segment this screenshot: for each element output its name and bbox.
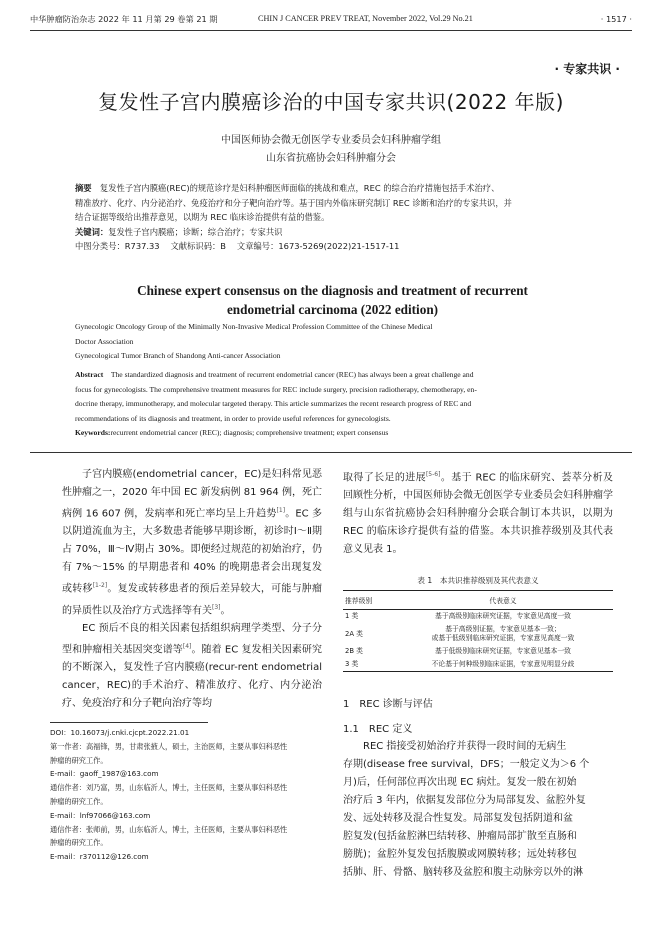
page-number: · 1517 · xyxy=(600,14,632,24)
doi: DOI：10.16073/j.cnki.cjcpt.2022.21.01 xyxy=(50,728,190,737)
title-cn: 复发性子宫内膜癌诊治的中国专家共识(2022 年版) xyxy=(98,90,564,114)
abstract-en-label: Abstract xyxy=(75,370,104,379)
right-column-paragraph: 取得了长足的进展[5-6]。基于 REC 的临床研究、荟萃分析及回顾性分析，中国医师协会微无创医学专业委员会妇科肿瘤学组与山东省抗癌协会妇科肿瘤分会联合制订本共识，以期为 REC 的临床诊疗提供有益的借鉴。本共识推荐级别及其代表意义见表 1。 xyxy=(343,471,614,556)
abstract-divider xyxy=(30,452,632,453)
recommendation-table xyxy=(343,590,613,672)
abstract-en: Abstract The standardized diagnosis and treatment of recurrent endometrial cancer (REC) has always been a great challenge and focus for gynecologists. The comprehensive treatment measures for REC include surgery, precision radiotherapy, chemotherapy, en- docrine therapy, immunotherapy, and molecular targeted therapy. This article summarizes the recent research progress of REC and recommendations of its diagnosis and treatment, in order to provide useful references for gynecologists. Keywords:recurrent endometrial cancer (REC); diagnosis; comprehensive treatment; expert consensus xyxy=(75,368,590,441)
abstract-cn-line-2: 精准放疗、化疗、内分泌治疗、免疫治疗和分子靶向治疗等。基于国内外临床研究制订 REC 诊断和治疗的专家共识，并 xyxy=(75,197,512,208)
abstract-cn xyxy=(75,181,590,254)
header-rule xyxy=(30,30,632,31)
section-label: · 专家共识 · xyxy=(554,62,620,76)
table-row: 2B 类 基于低级别临床研究证据，专家意见基本一致 xyxy=(345,647,571,655)
section-1-heading: 1 REC 诊断与评估 xyxy=(343,699,433,710)
title-en: Chinese expert consensus on the diagnosis and treatment of recurrent endometrial carcinoma (2022 edition) xyxy=(137,283,528,317)
keywords-en: Keywords:recurrent endometrial cancer (REC); diagnosis; comprehensive treatment; expert consensus xyxy=(75,428,389,437)
table-caption: 表 1 本共识推荐级别及其代表意义 xyxy=(417,576,539,585)
running-header xyxy=(30,12,632,28)
table-row: 2A 类 基于高级别证据，专家意见基本一致； 或基于低级别临床研究证据，专家意见高度一致 xyxy=(345,625,575,642)
email-link-3[interactable]: E-mail：r370112@126.com xyxy=(50,852,149,862)
section-1-1-heading: 1.1 REC 定义 xyxy=(343,724,413,735)
abstract-cn-line-3: 结合证据等级给出推荐意见，以期为 REC 临床诊治提供有益的借鉴。 xyxy=(75,212,330,222)
abstract-cn-label: 摘要 xyxy=(75,183,92,193)
classification-line: 中图分类号：R737.33 文献标识码：B 文章编号：1673-5269(2022)21-1517-11 xyxy=(75,241,400,251)
email-link-1[interactable]: E-mail：gaoff_1987@163.com xyxy=(50,769,159,779)
footnote-rule xyxy=(50,722,208,723)
journal-name-en: CHIN J CANCER PREV TREAT, November 2022, Vol.29 No.21 xyxy=(258,14,473,23)
table-row: 3 类 不论基于何种级别临床证据，专家意见明显分歧 xyxy=(343,658,613,672)
keywords-cn: 关键词：复发性子宫内膜癌；诊断；综合治疗；专家共识 xyxy=(75,226,283,237)
journal-name-cn: 中华肿瘤防治杂志 2022 年 11 月第 29 卷第 21 期 xyxy=(30,14,218,24)
org-en: Gynecologic Oncology Group of the Minimally Non-Invasive Medical Profession Committee of the Chinese Medical Doctor Association Gynecological Tumor Branch of Shandong Anti-cancer Association xyxy=(75,322,433,360)
org-cn-1: 中国医师协会微无创医学专业委员会妇科肿瘤学组 xyxy=(221,135,441,146)
abstract-cn-line-1: 摘要 复发性子宫内膜癌(REC)的规范诊疗是妇科肿瘤医师面临的挑战和难点，REC 的综合治疗措施包括手术治疗、 xyxy=(75,183,500,193)
org-cn-2: 山东省抗癌协会妇科肿瘤分会 xyxy=(266,153,396,164)
paragraph-1: 子宫内膜癌(endometrial cancer，EC)是妇科常见恶性肿瘤之一，2020 年中国 EC 新发病例 81 964 例，死亡病例 16 607 例，发病率和死亡率均呈上升趋势[1]。EC 多以阴道流血为主，大多数患者能够早期诊断，初诊时Ⅰ～Ⅱ期占 70%，Ⅲ～Ⅳ期占 30%。即便经过规范的初始治疗，仍有 7%～15% 的早期患者和 40% 的晚期患者会出现复发或转移[1-2]。复发或转移患者的预后差异较大，可能与肿瘤的异质性以及治疗方式选择等有关[3]。 xyxy=(62,469,323,616)
paragraph-2: EC 预后不良的相关因素包括组织病理学类型、分子分型和肿瘤相关基因突变谱等[4]。随着 EC 复发相关因素研究的不断深入，复发性子宫内膜癌(recur-rent endometrial cancer，REC)的手术治疗、精准放疗、化疗、内分泌治疗、免疫治疗和分子靶向治疗等均 xyxy=(62,622,323,710)
table-row: 1 类 基于高级别临床研究证据，专家意见高度一致 xyxy=(345,612,571,620)
footnotes: DOI：10.16073/j.cnki.cjcpt.2022.21.01 第一作者：高福锋，男，甘肃张掖人，硕士，主治医师，主要从事妇科恶性 肿瘤的研究工作。 E-mail：gaoff_1987@163.com 通信作者：刘乃富，男，山东临沂人，博士，主任医师，主要从事妇科恶性 肿瘤的研究工作。 E-mail：lnf97066@163.com 通信作者：张师前，男，山东临沂人，博士，主任医师，主要从事妇科恶性 肿瘤的研究工作。 E-mail：r370112@126.com xyxy=(50,726,325,864)
left-column xyxy=(62,466,322,713)
table-header-row: 推荐级别 代表意义 xyxy=(343,591,613,610)
section-1-1-text: REC 指接受初始治疗并获得一段时间的无病生 存期(disease free survival，DFS；一般定义为＞6 个 月)后，任何部位再次出现 EC 病灶。复发一般在初始 治疗后 3 年内，依据复发部位分为局部复发、盆腔外复 发、远处转移及混合性复发。局部复发包括阴道和盆 腔复发(包括盆腔淋巴结转移、肿瘤局部扩散至直肠和 膀胱)；盆腔外复发包括腹膜或网膜转移；远处转移包 括肺、肝、骨骼、脑转移及盆腔和腹主动脉旁以外的淋 xyxy=(343,741,590,878)
email-link-2[interactable]: E-mail：lnf97066@163.com xyxy=(50,810,151,820)
